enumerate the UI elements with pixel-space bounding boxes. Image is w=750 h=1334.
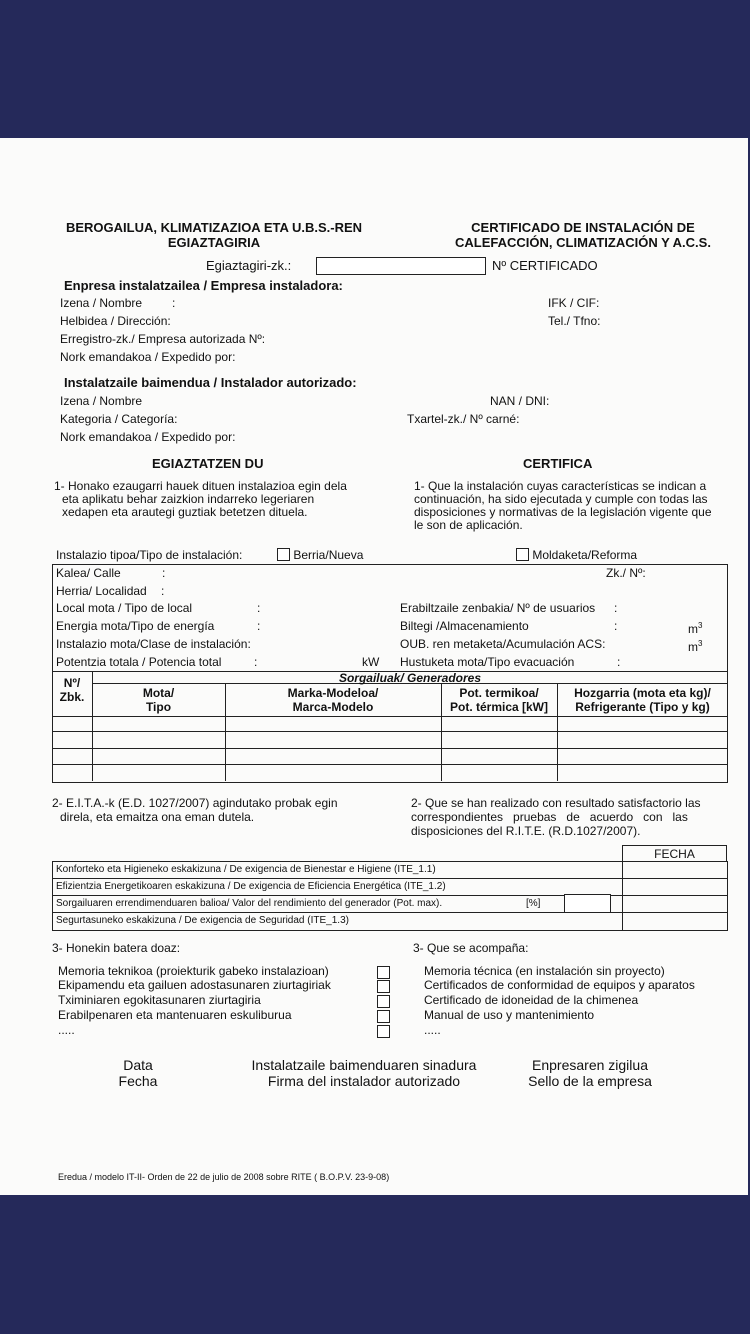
attachment-es-4: Manual de uso y mantenimiento [424, 1008, 595, 1022]
attachment-es-1: Memoria técnica (en instalación sin proyecto) [424, 964, 665, 978]
number-label: Zk./ Nº: [606, 566, 646, 580]
attachment-eu-4: Erabilpenaren eta mantenuaren eskuliburua [58, 1008, 292, 1022]
sign-company-es: Sello de la empresa [528, 1073, 652, 1089]
attachment-checkbox-5[interactable] [377, 1023, 390, 1041]
title-es-line2: CALEFACCIÓN, CLIMATIZACIÓN Y A.C.S. [455, 235, 711, 250]
test-row-1: Konforteko eta Higieneko eskakizuna / De exigencia de Bienestar e Higiene (ITE_1.1) [56, 864, 436, 875]
total-power-colon: : [254, 655, 258, 669]
col-brand-header-2: Marca-Modelo [292, 700, 374, 714]
new-checkbox[interactable] [277, 548, 290, 561]
certifies-p1-eu-1: 1- Honako ezaugarri hauek dituen instalazioa egin dela [54, 479, 347, 493]
certifies-p1-eu-3: xedapen eta arautegi guztiak betetzen dituela. [62, 505, 308, 519]
percent-label: [%] [526, 898, 541, 909]
company-address-label: Helbidea / Dirección: [60, 314, 171, 328]
installer-dni-label: NAN / DNI: [490, 394, 550, 408]
sign-company-eu: Enpresaren zigilua [532, 1057, 648, 1073]
col-no-header-1: Nº/ [63, 676, 81, 690]
certifies-p1-es-3: disposiciones y normativas de la legislación vigente que [414, 505, 712, 519]
tests-p2-es-1: 2- Que se han realizado con resultado satisfactorio las [411, 796, 701, 810]
company-phone-label: Tel./ Tfno: [548, 314, 601, 328]
acs-label: OUB. ren metaketa/Acumulación ACS: [400, 637, 606, 651]
col-power-header-1: Pot. termikoa/ [459, 686, 539, 700]
total-power-label: Potentzia totala / Potencia total [56, 655, 222, 669]
tests-p2-eu-1: 2- E.I.T.A.-k (E.D. 1027/2007) agindutako probak egin [52, 796, 338, 810]
efficiency-percent-field[interactable] [564, 894, 611, 913]
test-row-4: Segurtasuneko eskakizuna / De exigencia de Seguridad (ITE_1.3) [56, 915, 349, 926]
evacuation-label: Hustuketa mota/Tipo evacuación [400, 655, 575, 669]
installer-issued-label: Nork emandakoa / Expedido por: [60, 430, 236, 444]
certifies-heading-es: CERTIFICA [523, 456, 593, 471]
cert-no-field[interactable] [316, 257, 486, 275]
attachment-es-5: ..... [424, 1023, 441, 1037]
company-registry-label: Erregistro-zk./ Empresa autorizada Nº: [60, 332, 266, 346]
cert-no-label-eu: Egiaztagiri-zk.: [206, 258, 292, 273]
certifies-p1-es-2: continuación, ha sido ejecutada y cumple con todas las [414, 492, 708, 506]
local-type-label: Local mota / Tipo de local [56, 601, 193, 615]
storage-label: Biltegi /Almacenamiento [400, 619, 529, 633]
cert-no-label-es: Nº CERTIFICADO [492, 258, 598, 273]
installer-name-label: Izena / Nombre [60, 394, 143, 408]
attachment-eu-1: Memoria teknikoa (proiekturik gabeko instalazioan) [58, 964, 329, 978]
attachments-heading-eu: 3- Honekin batera doaz: [52, 941, 181, 955]
energy-type-label: Energia mota/Tipo de energía [56, 619, 215, 633]
title-eu-line2: EGIAZTAGIRIA [167, 235, 261, 250]
col-no-header-2: Zbk. [59, 690, 85, 704]
attachment-eu-5: ..... [58, 1023, 75, 1037]
certifies-p1-es-4: le son de aplicación. [414, 518, 523, 532]
attachment-eu-2: Ekipamendu eta gailuen adostasunaren ziurtagiriak [58, 978, 331, 992]
reform-checkbox[interactable] [516, 548, 529, 561]
generators-group-header: Sorgailuak/ Generadores [338, 671, 482, 685]
new-option[interactable] [277, 548, 363, 562]
town-colon: : [161, 584, 165, 598]
col-type-header-2: Tipo [145, 700, 172, 714]
storage-colon: : [614, 619, 618, 633]
installation-type-label: Instalazio tipoa/Tipo de instalación: [56, 548, 243, 562]
footer-model-text: Eredua / modelo IT-II- Orden de 22 de julio de 2008 sobre RITE ( B.O.P.V. 23-9-08) [58, 1172, 390, 1182]
tests-p2-eu-2: direla, eta emaitza ona eman dutela. [60, 810, 255, 824]
fecha-header: FECHA [654, 847, 695, 861]
sign-date-eu: Data [123, 1057, 153, 1073]
company-name-colon: : [172, 296, 176, 310]
attachment-es-3: Certificado de idoneidad de la chimenea [424, 993, 639, 1007]
storage-unit: $m^3$ [688, 621, 703, 636]
new-label: Berria/Nueva [293, 548, 364, 562]
acs-unit: $m^3$ [688, 639, 703, 654]
col-type-header-1: Mota/ [142, 686, 175, 700]
installation-class-label: Instalazio mota/Clase de instalación: [56, 637, 251, 651]
local-type-colon: : [257, 601, 261, 615]
total-power-unit: kW [362, 655, 380, 669]
evacuation-colon: : [617, 655, 621, 669]
certifies-p1-es-1: 1- Que la instalación cuyas características se indican a [414, 479, 707, 493]
reform-label: Moldaketa/Reforma [532, 548, 638, 562]
users-colon: : [614, 601, 618, 615]
company-cif-label: IFK / CIF: [548, 296, 600, 310]
sign-installer-es: Firma del instalador autorizado [267, 1073, 461, 1089]
attachment-eu-3: Tximiniaren egokitasunaren ziurtagiria [58, 993, 261, 1007]
col-refrig-header-2: Refrigerante (Tipo y kg) [575, 700, 710, 714]
title-es-line1: CERTIFICADO DE INSTALACIÓN DE [471, 220, 695, 235]
installer-category-label: Kategoria / Categoría: [60, 412, 178, 426]
col-power-header-2: Pot. térmica [kW] [449, 700, 548, 714]
sign-installer-eu: Instalatzaile baimenduaren sinadura [251, 1057, 477, 1073]
reform-option[interactable] [516, 548, 637, 562]
installer-heading: Instalatzaile baimendua / Instalador autorizado: [64, 375, 357, 390]
energy-type-colon: : [257, 619, 261, 633]
title-eu-line1: BEROGAILUA, KLIMATIZAZIOA ETA U.B.S.-REN [65, 220, 363, 235]
tests-p2-es-3: disposiciones del R.I.T.E. (R.D.1027/2007). [411, 824, 641, 838]
certifies-p1-eu-2: eta aplikatu behar zaizkion indarreko legeriaren [62, 492, 315, 506]
installer-card-label: Txartel-zk./ Nº carné: [407, 412, 520, 426]
street-label: Kalea/ Calle [56, 566, 121, 580]
attachment-es-2: Certificados de conformidad de equipos y aparatos [424, 978, 695, 992]
tests-p2-es-2: correspondientes pruebas de acuerdo con las [411, 810, 688, 824]
town-label: Herria/ Localidad [56, 584, 147, 598]
test-row-2: Efizientzia Energetikoaren eskakizuna / De exigencia de Eficiencia Energética (ITE_1.2) [56, 881, 446, 892]
attachments-heading-es: 3- Que se acompaña: [413, 941, 529, 955]
company-issued-label: Nork emandakoa / Expedido por: [60, 350, 236, 364]
col-brand-header-1: Marka-Modeloa/ [287, 686, 379, 700]
users-label: Erabiltzaile zenbakia/ Nº de usuarios [400, 601, 596, 615]
certificate-document [0, 138, 748, 1195]
test-row-3: Sorgailuaren errendimenduaren balioa/ Valor del rendimiento del generador (Pot. max). [56, 898, 443, 909]
company-heading: Enpresa instalatzailea / Empresa instaladora: [64, 278, 343, 293]
company-name-label: Izena / Nombre [60, 296, 143, 310]
street-colon: : [162, 566, 166, 580]
col-refrig-header-1: Hozgarria (mota eta kg)/ [574, 686, 711, 700]
certifies-heading-eu: EGIAZTATZEN DU [152, 456, 264, 471]
sign-date-es: Fecha [118, 1073, 158, 1089]
